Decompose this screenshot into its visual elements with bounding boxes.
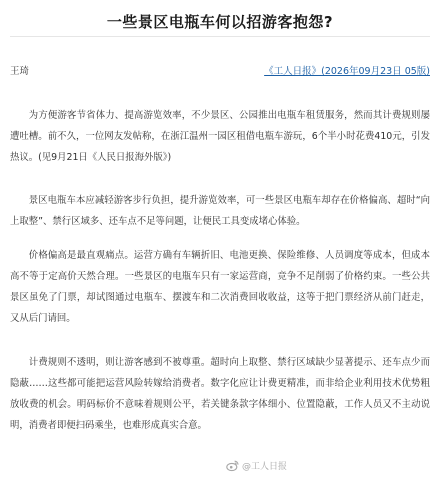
source-link[interactable]: 《工人日报》(2026年09月23日 05版): [264, 66, 430, 77]
byline: [10, 63, 430, 79]
watermark-text: @工人日报: [242, 461, 288, 472]
author-name: 王琦: [10, 66, 30, 77]
paragraph-1: 为方便游客节省体力、提高游览效率，不少景区、公园推出电瓶车租赁服务，然而其计费规则屡遭吐槽。前不久，一位网友发帖称，在浙江温州一园区租借电瓶车游玩，6个半小时花费410元，引发热议。(见9月21日《人民日报海外版》): [10, 110, 430, 163]
paragraph-3: 价格偏高是最直观痛点。运营方确有车辆折旧、电池更换、保险维修、人员调度等成本，但成本高不等于定高价天然合理。一些景区的电瓶车只有一家运营商，竞争不足削弱了价格约束。一些公共景区虽免了门票，却试图通过电瓶车、摆渡车和二次消费回收收益，这等于把门票经济从前门赶走，又从后门请回。: [10, 250, 430, 324]
watermark: [226, 457, 287, 473]
paragraph-2: 景区电瓶车本应减轻游客步行负担，提升游览效率，可一些景区电瓶车却存在价格偏高、超时“向上取整”、禁行区域多、还车点不足等问题，让便民工具变成堵心体验。: [10, 195, 430, 227]
title-divider: [10, 36, 430, 37]
article-title: 一些景区电瓶车何以招游客抱怨?: [106, 13, 334, 31]
paragraph-4: 计费规则不透明，则让游客感到不被尊重。超时向上取整、禁行区域缺少显著提示、还车点少而隐蔽……这些都可能把运营风险转嫁给消费者。数字化应让计费更精准，而非给企业利用技术优势粗放收费的机会。明码标价不意味着规则公平，若关键条款字体细小、位置隐蔽，工作人员又不主动说明，消费者即便扫码乘坐，也难形成真实合意。: [10, 357, 430, 431]
weibo-logo-icon: [226, 459, 239, 472]
